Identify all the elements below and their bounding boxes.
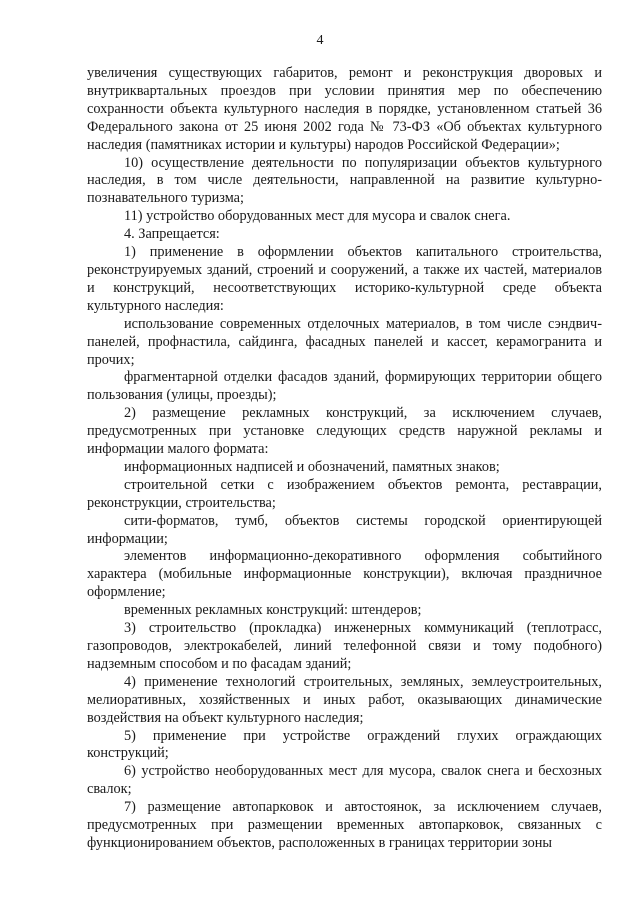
paragraph: 7) размещение автопарковок и автостоянок, за исключением случаев, предусмотренных при размещении временных автопарковок, связанных с функционированием объектов, расположенных в границах территории зоны <box>87 799 602 851</box>
paragraph: 6) устройство необорудованных мест для мусора, свалок снега и бесхозных свалок; <box>87 763 602 798</box>
paragraph: увеличения существующих габаритов, ремонт и реконструкция дворовых и внутриквартальных проездов при условии принятия мер по обеспечению сохранности объекта культурного наследия в порядке, установленном статьей 36 Федерального закона от 25 июня 2002 года № 73-ФЗ «Об объектах культурного наследия (памятниках истории и культуры) народов Российской Федерации»; <box>87 65 602 153</box>
paragraph: использование современных отделочных материалов, в том числе сэндвич-панелей, профнастила, сайдинга, фасадных панелей и кассет, керамогранита и прочих; <box>87 315 602 368</box>
paragraph: временных рекламных конструкций: штендеров; <box>124 602 422 619</box>
paragraph: 4) применение технологий строительных, земляных, землеустроительных, мелиоративных, хозяйственных и иных работ, оказывающих динамические воздействия на объект культурного наследия; <box>87 673 602 726</box>
paragraph: 10) осуществление деятельности по популяризации объектов культурного наследия, в том числе деятельности, направленной на развитие культурно-познавательного туризма; <box>87 154 602 207</box>
paragraph: сити-форматов, тумб, объектов системы городской ориентирующей информации; <box>87 512 602 547</box>
paragraph: 2) размещение рекламных конструкций, за исключением случаев, предусмотренных при установке следующих средств наружной рекламы и информации малого формата: <box>87 405 602 458</box>
paragraph: элементов информационно-декоративного оформления событийного характера (мобильные информационные конструкции), включая праздничное оформление; <box>87 548 602 601</box>
paragraph: строительной сетки с изображением объектов ремонта, реставрации, реконструкции, строительства; <box>87 476 602 511</box>
paragraph: 11) устройство оборудованных мест для мусора и свалок снега. <box>124 208 511 225</box>
paragraph: 1) применение в оформлении объектов капитального строительства, реконструируемых зданий, строений и сооружений, а также их частей, материалов и конструкций, несоответствующих историко-культурной среде объекта культурного наследия: <box>87 244 602 314</box>
page-number: 4 <box>316 33 324 48</box>
paragraph: 4. Запрещается: <box>124 226 220 243</box>
paragraph: информационных надписей и обозначений, памятных знаков; <box>124 458 500 475</box>
paragraph: 5) применение при устройстве ограждений глухих ограждающих конструкций; <box>87 727 602 762</box>
paragraph: 3) строительство (прокладка) инженерных коммуникаций (теплотрасс, газопроводов, электрокабелей, линий телефонной связи и тому подобного) надземным способом и по фасадам зданий; <box>87 620 602 672</box>
document-body <box>87 65 602 853</box>
paragraph: фрагментарной отделки фасадов зданий, формирующих территории общего пользования (улицы, проезды); <box>87 369 602 404</box>
